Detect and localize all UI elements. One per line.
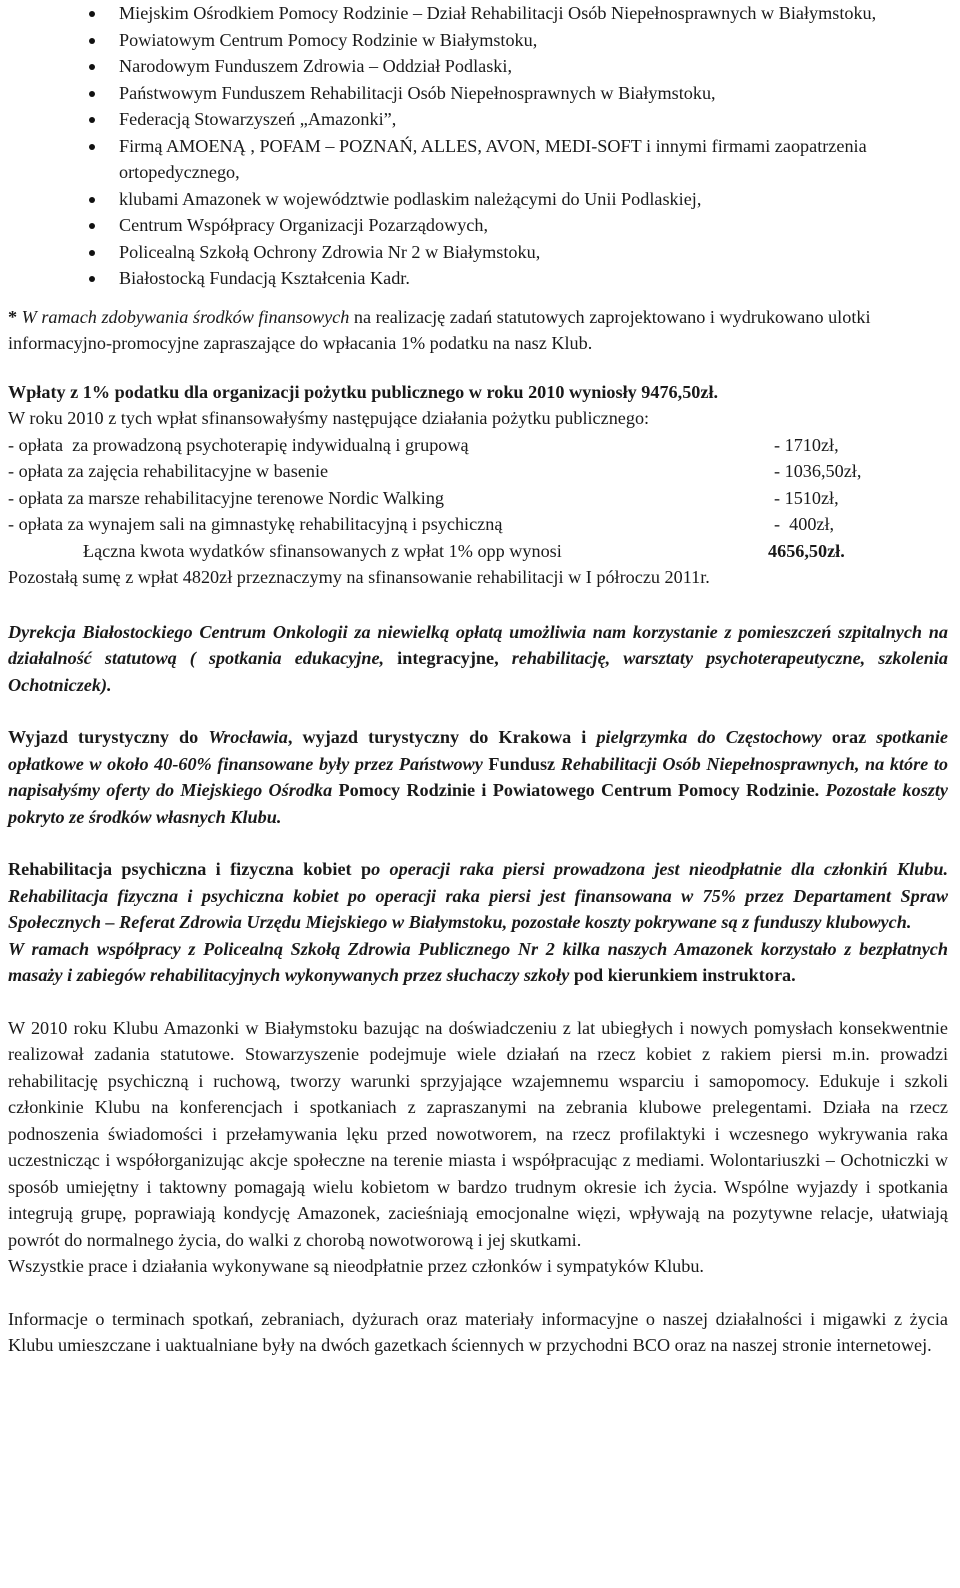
one-percent-heading: Wpłaty z 1% podatku dla organizacji pożytku publicznego w roku 2010 wyniosły 9476,50zł. — [8, 381, 719, 402]
expense-label: - opłata za zajęcia rehabilitacyjne w basenie — [8, 461, 329, 481]
trips-text-9: Pomocy Rodzinie i Powiatowego Centrum Pomocy Rodzinie. — [332, 780, 820, 800]
info-paragraph: Informacje o terminach spotkań, zebraniach, dyżurach oraz materiały informacyjne o naszej działalności i migawki z życia Klubu umieszczane i uaktualniane były na dwóch gazetkach ściennych w przychodni BCO oraz na naszej stronie internetowej. — [8, 1308, 948, 1355]
rehab-text-3: W ramach współpracy z Policealną Szkołą Zdrowia Publicznego Nr 2 kilka naszych Amazonek korzystało z bezpłatnych masaży i zabiegów rehabilitacyjnych wykonywanych przez słuchaczy szkoły — [8, 938, 948, 985]
bullet-icon — [89, 250, 95, 256]
trips-paragraph — [8, 724, 948, 830]
spacer — [8, 591, 948, 619]
asterisk-marker: * — [8, 306, 22, 327]
bullet-icon — [89, 11, 95, 17]
list-item — [8, 80, 948, 107]
expense-row — [8, 432, 948, 459]
expense-amount: - 1710zł, — [774, 434, 839, 455]
oncology-text-3: rehabilitację, warsztaty psychoterapeutyczne, szkolenia Ochotniczek). — [8, 648, 948, 695]
bullet-icon — [89, 38, 95, 44]
partner-text: Firmą AMOENĄ , POFAM – POZNAŃ, ALLES, AVON, MEDI-SOFT i innymi firmami zaopatrzenia ortopedycznego, — [119, 135, 867, 182]
bullet-icon — [89, 64, 95, 70]
oncology-text-2: integracyjne, — [397, 648, 499, 668]
partner-text: klubami Amazonek w województwie podlaskim należącymi do Unii Podlaskiej, — [119, 188, 702, 209]
remainder-text: Pozostałą sumę z wpłat 4820zł przeznaczymy na sfinansowanie rehabilitacji w I półroczu 2011r. — [8, 567, 710, 587]
partner-text: Białostocką Fundacją Kształcenia Kadr. — [119, 268, 410, 288]
trips-text-10: Pozostałe koszty pokryto ze środków własnych Klubu. — [8, 780, 948, 827]
expense-label: - opłata za wynajem sali na gimnastykę rehabilitacyjną i psychiczną — [8, 514, 503, 534]
list-item — [8, 239, 948, 266]
list-item — [8, 106, 948, 133]
partners-list — [8, 0, 948, 292]
bullet-icon — [89, 144, 95, 150]
bullet-icon — [89, 91, 95, 97]
expense-amount: - 400zł, — [774, 514, 835, 534]
list-item — [8, 0, 948, 27]
trips-text-8: Rehabilitacji Osób Niepełnosprawnych, na które to napisałyśmy oferty do Miejskiego Ośrodka — [8, 753, 948, 800]
expense-row — [8, 511, 948, 538]
expense-row — [8, 458, 948, 485]
rehab-text-2: o operacji raka piersi prowadzona jest nieodpłatnie dla członkiń Klubu. Rehabilitacja fizyczna i psychiczna kobiet po operacji raka piersi jest finansowana w 75% przez Departament Spraw Społecznych – Referat Zdrowia Urzędu Miejskiego w Białymstoku, pozostałe koszty pokrywane są z funduszy klubowych. — [8, 859, 948, 932]
rehab-paragraph — [8, 856, 948, 936]
expense-total-row — [8, 538, 948, 565]
expense-label: - opłata za prowadzoną psychoterapię indywidualną i grupową — [8, 434, 469, 455]
trips-text-1: Wyjazd turystyczny do — [8, 727, 209, 747]
trips-text-2: Wrocławia — [208, 727, 288, 747]
list-item — [8, 27, 948, 54]
leaflets-italic: W ramach zdobywania środków finansowych — [21, 306, 350, 327]
rehab-text-1: Rehabilitacja psychiczna i fizyczna kobiet p — [8, 859, 372, 879]
summary-paragraph: W 2010 roku Klubu Amazonki w Białymstoku bazując na doświadczeniu z lat ubiegłych i nowych pomysłach konsekwentnie realizował zadania statutowe. Stowarzyszenie podejmuje wiele działań na rzecz kobiet z rakiem piersi m.in. prowadzi rehabilitację psychiczną i ruchową, tworzy warunki sprzyjające wzajemnemu wsparciu i samopomocy. Edukuje i szkoli członkinie Klubu na konferencjach i spotkaniach z zapraszanymi na zebrania klubowe prelegentami. Działa na rzecz podnoszenia świadomości i przełamywania lęku przed nowotworem, na rzecz profilaktyki i wczesnego wykrywania raka uczestnicząc i współorganizując akcje społeczne na terenie miasta i współpracując z mediami. Wolontariuszki – Ochotniczki w sposób umiejętny i taktowny pomagają wielu kobietom w bardzo trudnym okresie ich życia. Wspólne wyjazdy i spotkania integrują grupę, poprawiają kondycję Amazonek, zacieśniają emocjonalne więzi, wpływają na pozytywne relacje, ułatwiają powrót do normalnego życia, do walki z chorobą nowotworową i jej skutkami. — [8, 1017, 948, 1250]
spacer — [8, 989, 948, 1015]
rehab-paragraph-2 — [8, 936, 948, 989]
leaflets-paragraph — [8, 304, 948, 357]
partner-text: Narodowym Funduszem Zdrowia – Oddział Podlaski, — [119, 56, 512, 76]
leaflets-text: na realizację zadań statutowych zaprojektowano i wydrukowano ulotki informacyjno-promocyjne zapraszające do wpłacania 1% podatku na nasz Klub. — [8, 306, 871, 353]
trips-text-3: , wyjazd turystyczny do Krakowa i — [287, 727, 597, 747]
partner-text: Powiatowym Centrum Pomocy Rodzinie w Białymstoku, — [119, 29, 538, 50]
spacer — [8, 698, 948, 724]
bullet-icon — [89, 197, 95, 203]
list-item — [8, 212, 948, 239]
partner-text: Federacją Stowarzyszeń „Amazonki”, — [119, 109, 397, 129]
volunteer-note: Wszystkie prace i działania wykonywane są nieodpłatnie przez członków i sympatyków Klubu. — [8, 1256, 704, 1276]
partner-text: Centrum Współpracy Organizacji Pozarządowych, — [119, 215, 489, 235]
bullet-icon — [89, 117, 95, 123]
bullet-icon — [89, 276, 95, 282]
spacer — [8, 830, 948, 856]
spacer — [8, 357, 948, 379]
bullet-icon — [89, 223, 95, 229]
list-item — [8, 186, 948, 213]
list-item — [8, 53, 948, 80]
expense-amount: - 1510zł, — [774, 487, 839, 508]
spacer — [8, 1280, 948, 1306]
list-item — [8, 265, 948, 292]
rehab-text-4: pod kierunkiem instruktora. — [569, 965, 796, 985]
total-label: Łączna kwota wydatków sfinansowanych z wpłat 1% opp wynosi — [83, 540, 562, 561]
partner-text: Policealną Szkołą Ochrony Zdrowia Nr 2 w Białymstoku, — [119, 241, 541, 262]
trips-text-6: spotkanie opłatkowe w około 40-60% finansowane były przez Państwowy — [8, 727, 948, 774]
partner-text: Państwowym Funduszem Rehabilitacji Osób Niepełnosprawnych w Białymstoku, — [119, 82, 716, 103]
expense-label: - opłata za marsze rehabilitacyjne terenowe Nordic Walking — [8, 487, 445, 508]
list-item — [8, 133, 948, 186]
trips-text-7: Fundusz — [488, 753, 556, 774]
oncology-text-1: Dyrekcja Białostockiego Centrum Onkologii za niewielką opłatą umożliwia nam korzystanie z pomieszczeń szpitalnych na działalność statutową ( spotkania edukacyjne, — [8, 621, 948, 668]
total-amount: 4656,50zł. — [768, 540, 845, 561]
trips-text-4: pielgrzymka do Częstochowy — [596, 727, 822, 747]
expense-amount: - 1036,50zł, — [774, 461, 862, 481]
oncology-paragraph — [8, 619, 948, 699]
partner-text: Miejskim Ośrodkiem Pomocy Rodzinie – Dział Rehabilitacji Osób Niepełnosprawnych w Białymstoku, — [119, 3, 877, 23]
spacer — [8, 292, 948, 304]
trips-text-5: oraz — [821, 727, 877, 747]
one-percent-intro: W roku 2010 z tych wpłat sfinansowałyśmy następujące działania pożytku publicznego: — [8, 408, 650, 428]
expense-row — [8, 485, 948, 512]
